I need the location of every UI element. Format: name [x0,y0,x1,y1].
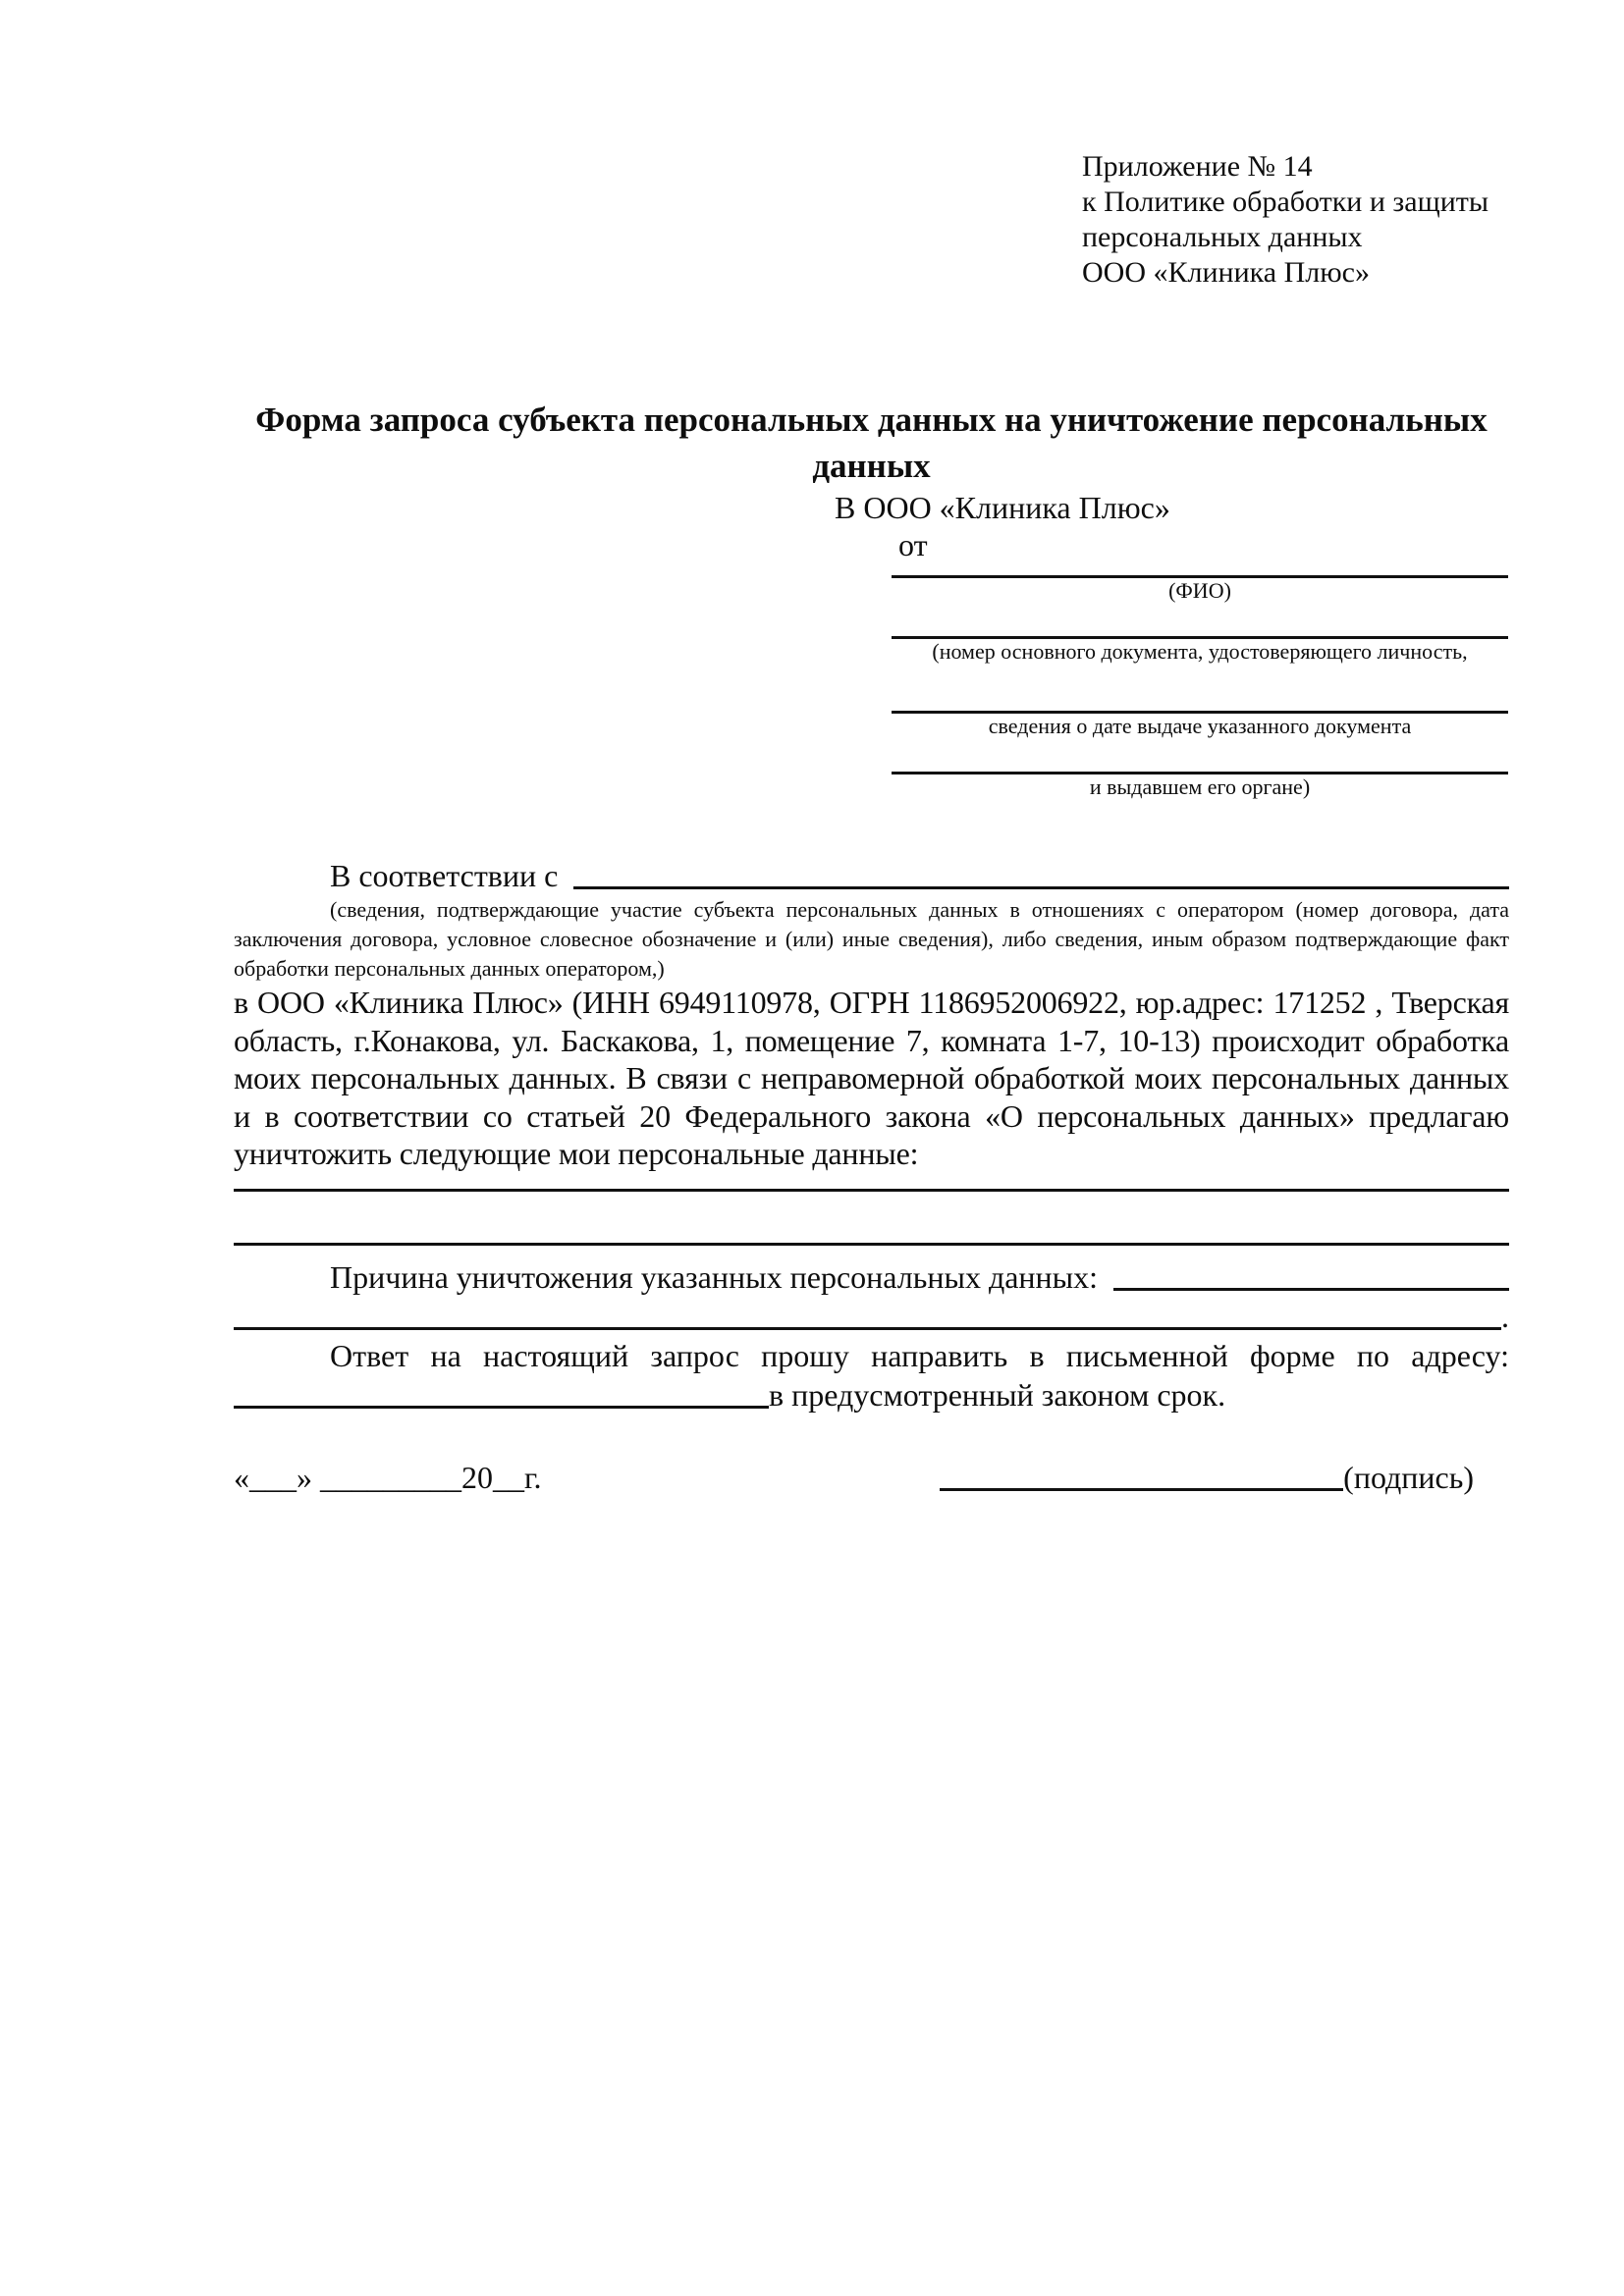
issuing-authority-blank-line [892,738,1508,774]
body-paragraph: в ООО «Клиника Плюс» (ИНН 6949110978, ОГРН 1186952006922, юр.адрес: 171252 , Тверская область, г.Конакова, ул. Баскакова, 1, помещение 7, комната 1-7, 10-13) происходит обработка моих персональных данных. В связи с неправомерной обработкой моих персональных данных и в соответствии со статьей 20 Федерального закона «О персональных данных» предлагаю уничтожить следующие мои персональные данные: [234,985,1509,1171]
appendix-header [1082,149,1509,291]
response-paragraph: Ответ на настоящий запрос прошу направить в письменной форме по адресу: [330,1337,1509,1373]
date-signature-row [234,1458,1509,1497]
form-title: Форма запроса субъекта персональных данных на уничтожение персональных данных [255,400,1488,485]
reason-continuation-line [234,1297,1509,1336]
addressee-fields [892,563,1508,799]
organization-name-line: ООО «Клиника Плюс» [1082,256,1370,289]
period-mark: . [1501,1298,1509,1334]
details-blank-line-2 [234,1192,1509,1246]
appendix-number-line: Приложение № 14 [1082,150,1313,183]
policy-reference-line-2: персональных данных [1082,221,1363,253]
accordance-note: (сведения, подтверждающие участие субъекта персональных данных в отношениях с оператором (номер договора, дата заключения договора, условное словесное обозначение и (или) иные сведения), либо сведения, иным образом подтверждающие факт обработки персональных данных оператором,) [234,897,1509,981]
signature-blank-line [940,1458,1343,1491]
issue-date-caption: сведения о дате выдаче указанного документа [988,714,1412,738]
id-document-caption: (номер основного документа, удостоверяющего личность, [932,639,1468,664]
addressee-organization: В ООО «Клиника Плюс» [835,490,1170,525]
details-blank-line-1 [234,1173,1509,1192]
date-line: «___» _________20__г. [234,1459,542,1495]
id-document-blank-line [892,603,1508,639]
signature-caption: (подпись) [1343,1459,1474,1495]
fio-caption: (ФИО) [1168,578,1231,603]
accordance-blank-line [573,856,1509,889]
accordance-lead: В соответствии с [330,858,567,893]
issue-date-blank-line [892,664,1508,714]
reason-blank-line [1113,1257,1509,1291]
from-label: от [898,527,928,562]
fio-blank-line [892,563,1508,578]
reason-line [234,1257,1509,1297]
response-tail: в предусмотренный законом срок. [769,1376,1226,1413]
policy-reference-line-1: к Политике обработки и защиты [1082,186,1489,218]
reason-blank-line-2 [234,1297,1501,1330]
address-blank-line [234,1375,769,1409]
issuing-authority-caption: и выдавшем его органе) [1089,774,1311,799]
accordance-line [234,856,1509,895]
signature-group [940,1458,1474,1497]
response-address-line [234,1375,1509,1415]
reason-label: Причина уничтожения указанных персональных данных: [330,1258,1107,1295]
